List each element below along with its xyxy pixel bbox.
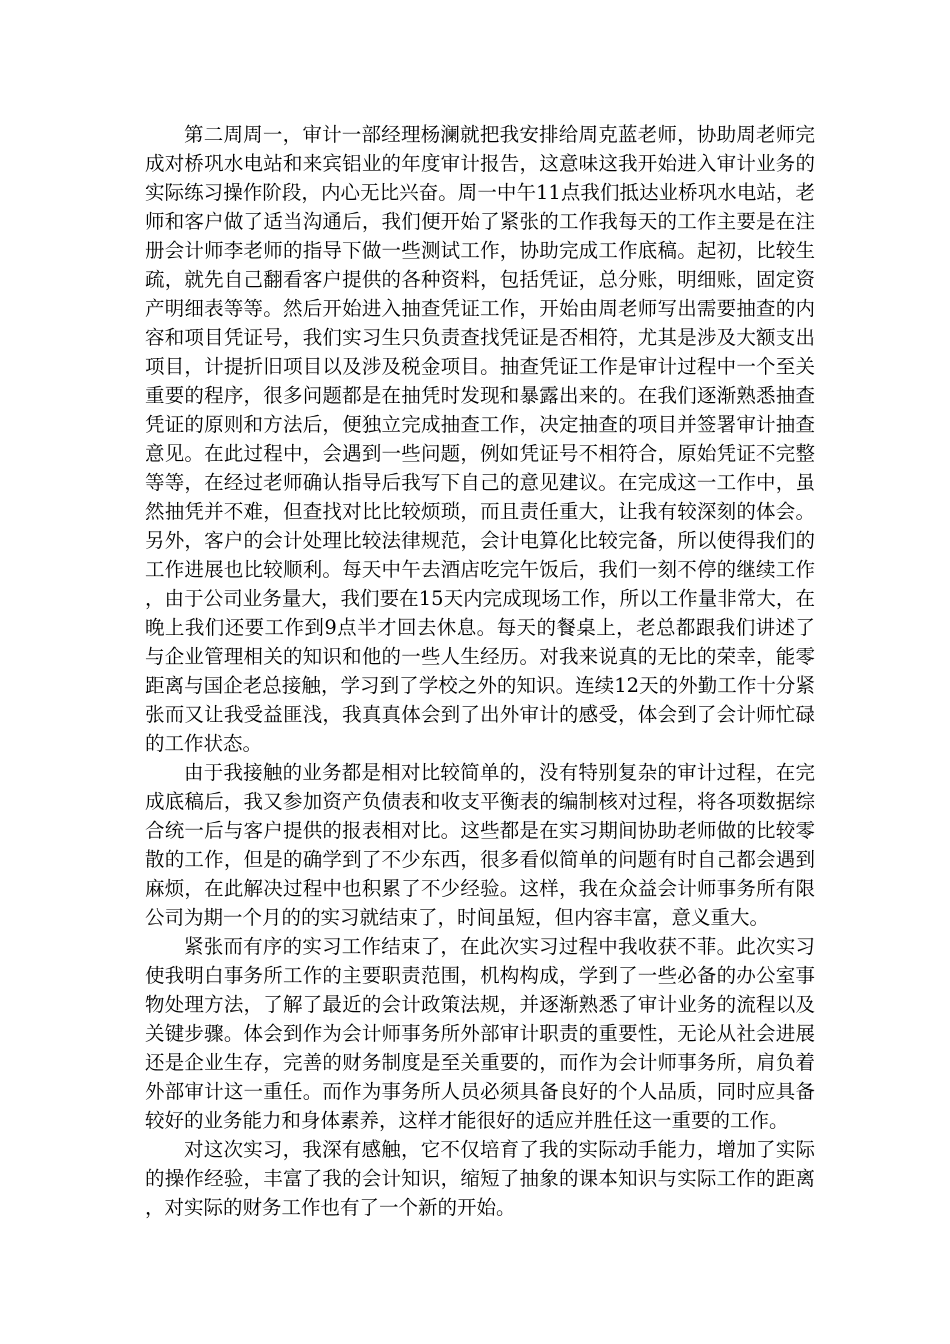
paragraph-2: 由于我接触的业务都是相对比较简单的，没有特别复杂的审计过程，在完成底稿后，我又参加资产负债表和收支平衡表的编制核对过程，将各项数据综合统一后与客户提供的报表相对比。这些都是在实习期间协助老师做的比较零散的工作，但是的确学到了不少东西，很多看似简单的问题有时自己都会遇到麻烦，在此解决过程中也积累了不少经验。这样，我在众益会计师事务所有限公司为期一个月的的实习就结束了，时间虽短，但内容丰富，意义重大。 [145, 761, 815, 929]
paragraph-1: 第二周周一，审计一部经理杨澜就把我安排给周克蓝老师，协助周老师完成对桥巩水电站和来宾铝业的年度审计报告，这意味这我开始进入审计业务的实际练习操作阶段，内心无比兴奋。周一中午11点我们抵达业桥巩水电站，老师和客户做了适当沟通后，我们便开始了紧张的工作我每天的工作主要是在注册会计师李老师的指导下做一些测试工作，协助完成工作底稿。起初，比较生疏，就先自己翻看客户提供的各种资料，包括凭证，总分账，明细账，固定资产明细表等等。然后开始进入抽查凭证工作，开始由周老师写出需要抽查的内容和项目凭证号，我们实习生只负责查找凭证是否相符，尤其是涉及大额支出项目，计提折旧项目以及涉及税金项目。抽查凭证工作是审计过程中一个至关重要的程序，很多问题都是在抽凭时发现和暴露出来的。在我们逐渐熟悉抽查凭证的原则和方法后，便独立完成抽查工作，决定抽查的项目并签署审计抽查意见。在此过程中，会遇到一些问题，例如凭证号不相符合，原始凭证不完整等等，在经过老师确认指导后我写下自己的意见建议。在完成这一工作中，虽然抽凭并不难，但查找对比比较烦琐，而且责任重大，让我有较深刻的体会。另外，客户的会计处理比较法律规范，会计电算化比较完备，所以使得我们的工作进展也比较顺利。每天中午去酒店吃完午饭后，我们一刻不停的继续工作，由于公司业务量大，我们要在15天内完成现场工作，所以工作量非常大，在晚上我们还要工作到9点半才回去休息。每天的餐桌上，老总都跟我们讲述了与企业管理相关的知识和他的一些人生经历。对我来说真的无比的荣幸，能零距离与国企老总接触，学习到了学校之外的知识。连续12天的外勤工作十分紧张而又让我受益匪浅，我真真体会到了出外审计的感受，体会到了会计师忙碌的工作状态。 [145, 123, 815, 755]
paragraph-3: 紧张而有序的实习工作结束了，在此次实习过程中我收获不菲。此次实习使我明白事务所工作的主要职责范围，机构构成，学到了一些必备的办公室事物处理方法，了解了最近的会计政策法规，并逐渐熟悉了审计业务的流程以及关键步骤。体会到作为会计师事务所外部审计职责的重要性，无论从社会进展还是企业生存，完善的财务制度是至关重要的，而作为会计师事务所，肩负着外部审计这一重任。而作为事务所人员必须具备良好的个人品质，同时应具备较好的业务能力和身体素养，这样才能很好的适应并胜任这一重要的工作。 [145, 935, 815, 1132]
paragraph-4: 对这次实习，我深有感触，它不仅培育了我的实际动手能力，增加了实际的操作经验，丰富了我的会计知识，缩短了抽象的课本知识与实际工作的距离，对实际的财务工作也有了一个新的开始。 [145, 1138, 815, 1219]
document-page [145, 120, 815, 1222]
